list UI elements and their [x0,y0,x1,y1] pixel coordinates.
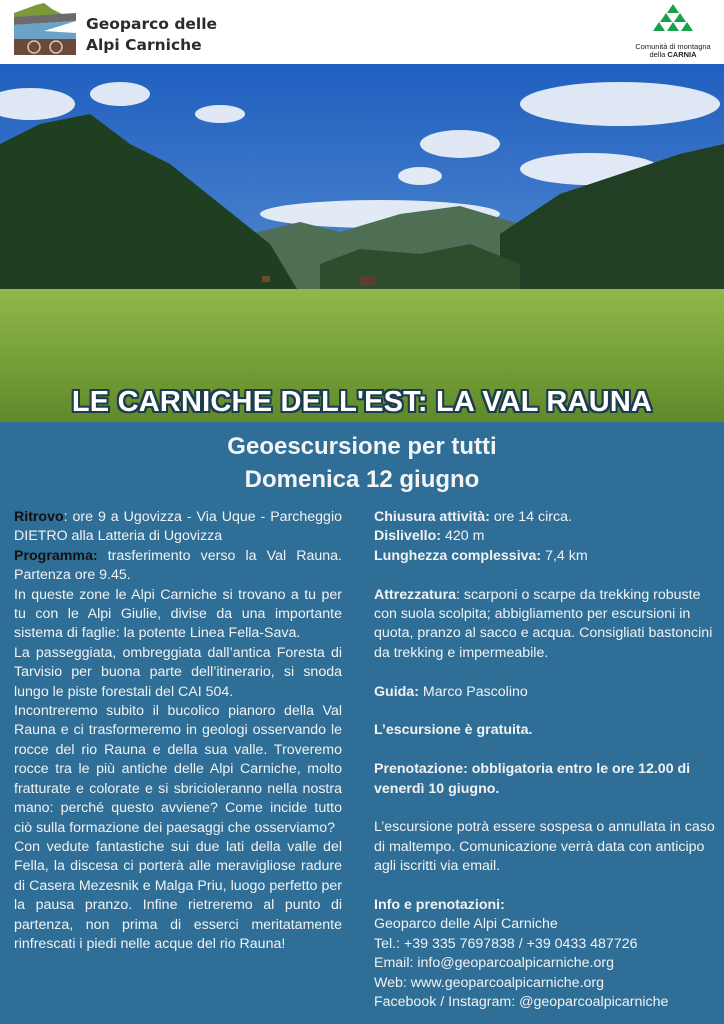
geoparco-logo [14,3,78,55]
description-column [14,508,342,954]
dislivello: Dislivello: 420 m [374,528,485,545]
event-title: LE CARNICHE DELL'EST: LA VAL RAUNA [71,386,653,418]
brand-line-1: Geoparco delle [86,15,218,33]
weather-notice: L’escursione potrà essere sospesa o annullata in caso di maltempo. Comunicazione verrà data con anticipo agli iscritti via email. [374,819,715,875]
info-web: Web: www.geoparcoalpicarniche.org [374,974,605,991]
ritrovo: Ritrovo: ore 9 a Ugovizza - Via Uque - Parcheggio DIETRO alla Latteria di Ugovizza [14,509,342,545]
paragraph-2: La passeggiata, ombreggiata dall’antica Foresta di Tarvisio per buona parte dell’itinerario, si snoda lungo le piste forestali del CAI 504. [14,644,342,700]
info-org: Geoparco delle Alpi Carniche [374,916,558,933]
paragraph-4: Con vedute fantastiche sui due lati della valle del Fella, la discesa ci porterà alle meravigliose radure di Casera Mezesnik e Malga Priu, luogo perfetto per la pausa pranzo. Infine rietreremo al punto di partenza, non prima di esserci meritatamente rinfrescati i piedi nelle acque del rio Rauna! [14,838,342,952]
header [0,0,724,64]
carnia-logo [628,4,718,60]
hero-landscape-photo [0,64,724,422]
lunghezza: Lunghezza complessiva: 7,4 km [374,547,588,564]
subtitle-line-1: Geoescursione per tutti [227,433,497,460]
paragraph-3: Incontreremo subito il bucolico pianoro della Val Rauna e ci trasformeremo in geologi osservando le rocce del rio Rauna e della sua valle. Troveremo rocce tra le più antiche delle Alpi Carniche, molto fratturate e colorate e si sbricioleranno nella nostra mano: perché questo avviene? Come incide tutto ciò sulla formazione dei paesaggi che osserviamo? [14,703,342,836]
info-email: Email: info@geoparcoalpicarniche.org [374,955,614,972]
trees-icon [650,4,696,36]
details-column [374,508,719,1012]
free-notice: L’escursione è gratuita. [374,722,533,739]
info-phone: Tel.: +39 335 7697838 / +39 0433 487726 [374,935,638,952]
info-social: Facebook / Instagram: @geoparcoalpicarniche [374,994,669,1011]
brand-line-2: Alpi Carniche [86,36,202,54]
event-date: Domenica 12 giugno [244,466,480,493]
programma: Programma: trasferimento verso la Val Rauna. Partenza ore 9.45. [14,547,342,584]
attrezzatura: Attrezzatura: scarponi o scarpe da trekking robuste con suola scolpita; abbigliamento per escursioni in quota, pranzo al sacco e acqua. Consigliati bastoncini da trekking e impermeabile. [374,586,713,661]
paragraph-1: In queste zone le Alpi Carniche si trovano a tu per tu con le Alpi Giulie, divise da una importante sistema di faglie: la potente Linea Fella-Sava. [14,586,342,642]
partner-line-2: della CARNIA [649,50,697,59]
event-subtitle [0,430,724,496]
partner-line-1: Comunità di montagna [635,42,711,51]
guida: Guida: Marco Pascolino [374,683,528,700]
booking-notice: Prenotazione: obbligatoria entro le ore 12.00 di venerdì 10 giugno. [374,761,691,797]
info-heading: Info e prenotazioni: [374,897,505,914]
chiusura: Chiusura attività: ore 14 circa. [374,509,572,525]
brand-name [86,14,217,56]
